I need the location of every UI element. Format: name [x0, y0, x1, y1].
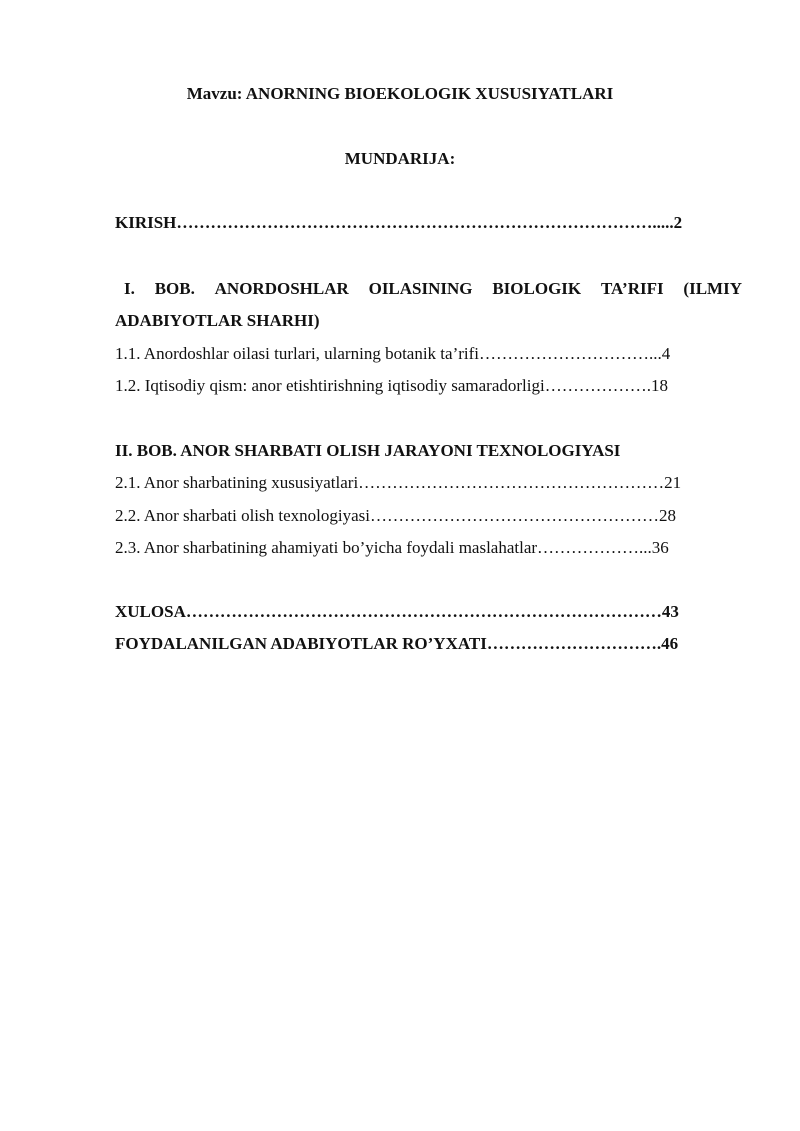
toc-entry-1-2: 1.2. Iqtisodiy qism: anor etishtirishning iqtisodiy samaradorligi……………….18	[115, 376, 668, 395]
toc-entry-2-3: 2.3. Anor sharbatining ahamiyati bo’yicha foydali maslahatlar………………...36	[115, 538, 669, 557]
chapter-1-word: (ILMIY	[683, 279, 742, 298]
chapter-1-word: I.	[124, 279, 135, 298]
chapter-1-word: OILASINING	[368, 279, 473, 298]
chapter-2-heading: II. BOB. ANOR SHARBATI OLISH JARAYONI TEXNOLOGIYASI	[115, 441, 621, 460]
chapter-1-heading-line-1	[124, 279, 742, 299]
toc-entry-kirish: KIRISH………………………………………………………………………….....2	[115, 213, 683, 232]
chapter-1-word: ANORDOSHLAR	[214, 279, 349, 298]
toc-entry-xulosa: XULOSA…………………………………………………………………………43	[115, 602, 679, 621]
toc-heading: MUNDARIJA:	[344, 149, 456, 168]
chapter-1-heading-line-2: ADABIYOTLAR SHARHI)	[115, 311, 320, 330]
toc-entry-references: FOYDALANILGAN ADABIYOTLAR RO’YXATI………………………….46	[115, 634, 679, 653]
toc-entry-2-1: 2.1. Anor sharbatining xususiyatlari………………………………………………21	[115, 473, 682, 492]
document-title: Mavzu: ANORNING BIOEKOLOGIK XUSUSIYATLARI	[186, 84, 614, 103]
chapter-1-word: BOB.	[154, 279, 195, 298]
toc-entry-2-2: 2.2. Anor sharbati olish texnologiyasi……………………………………………28	[115, 506, 676, 525]
chapter-1-word: BIOLOGIK	[492, 279, 582, 298]
chapter-1-word: TA’RIFI	[600, 279, 664, 298]
toc-entry-1-1: 1.1. Anordoshlar oilasi turlari, ularning botanik ta’rifi…………………………...4	[115, 344, 671, 363]
